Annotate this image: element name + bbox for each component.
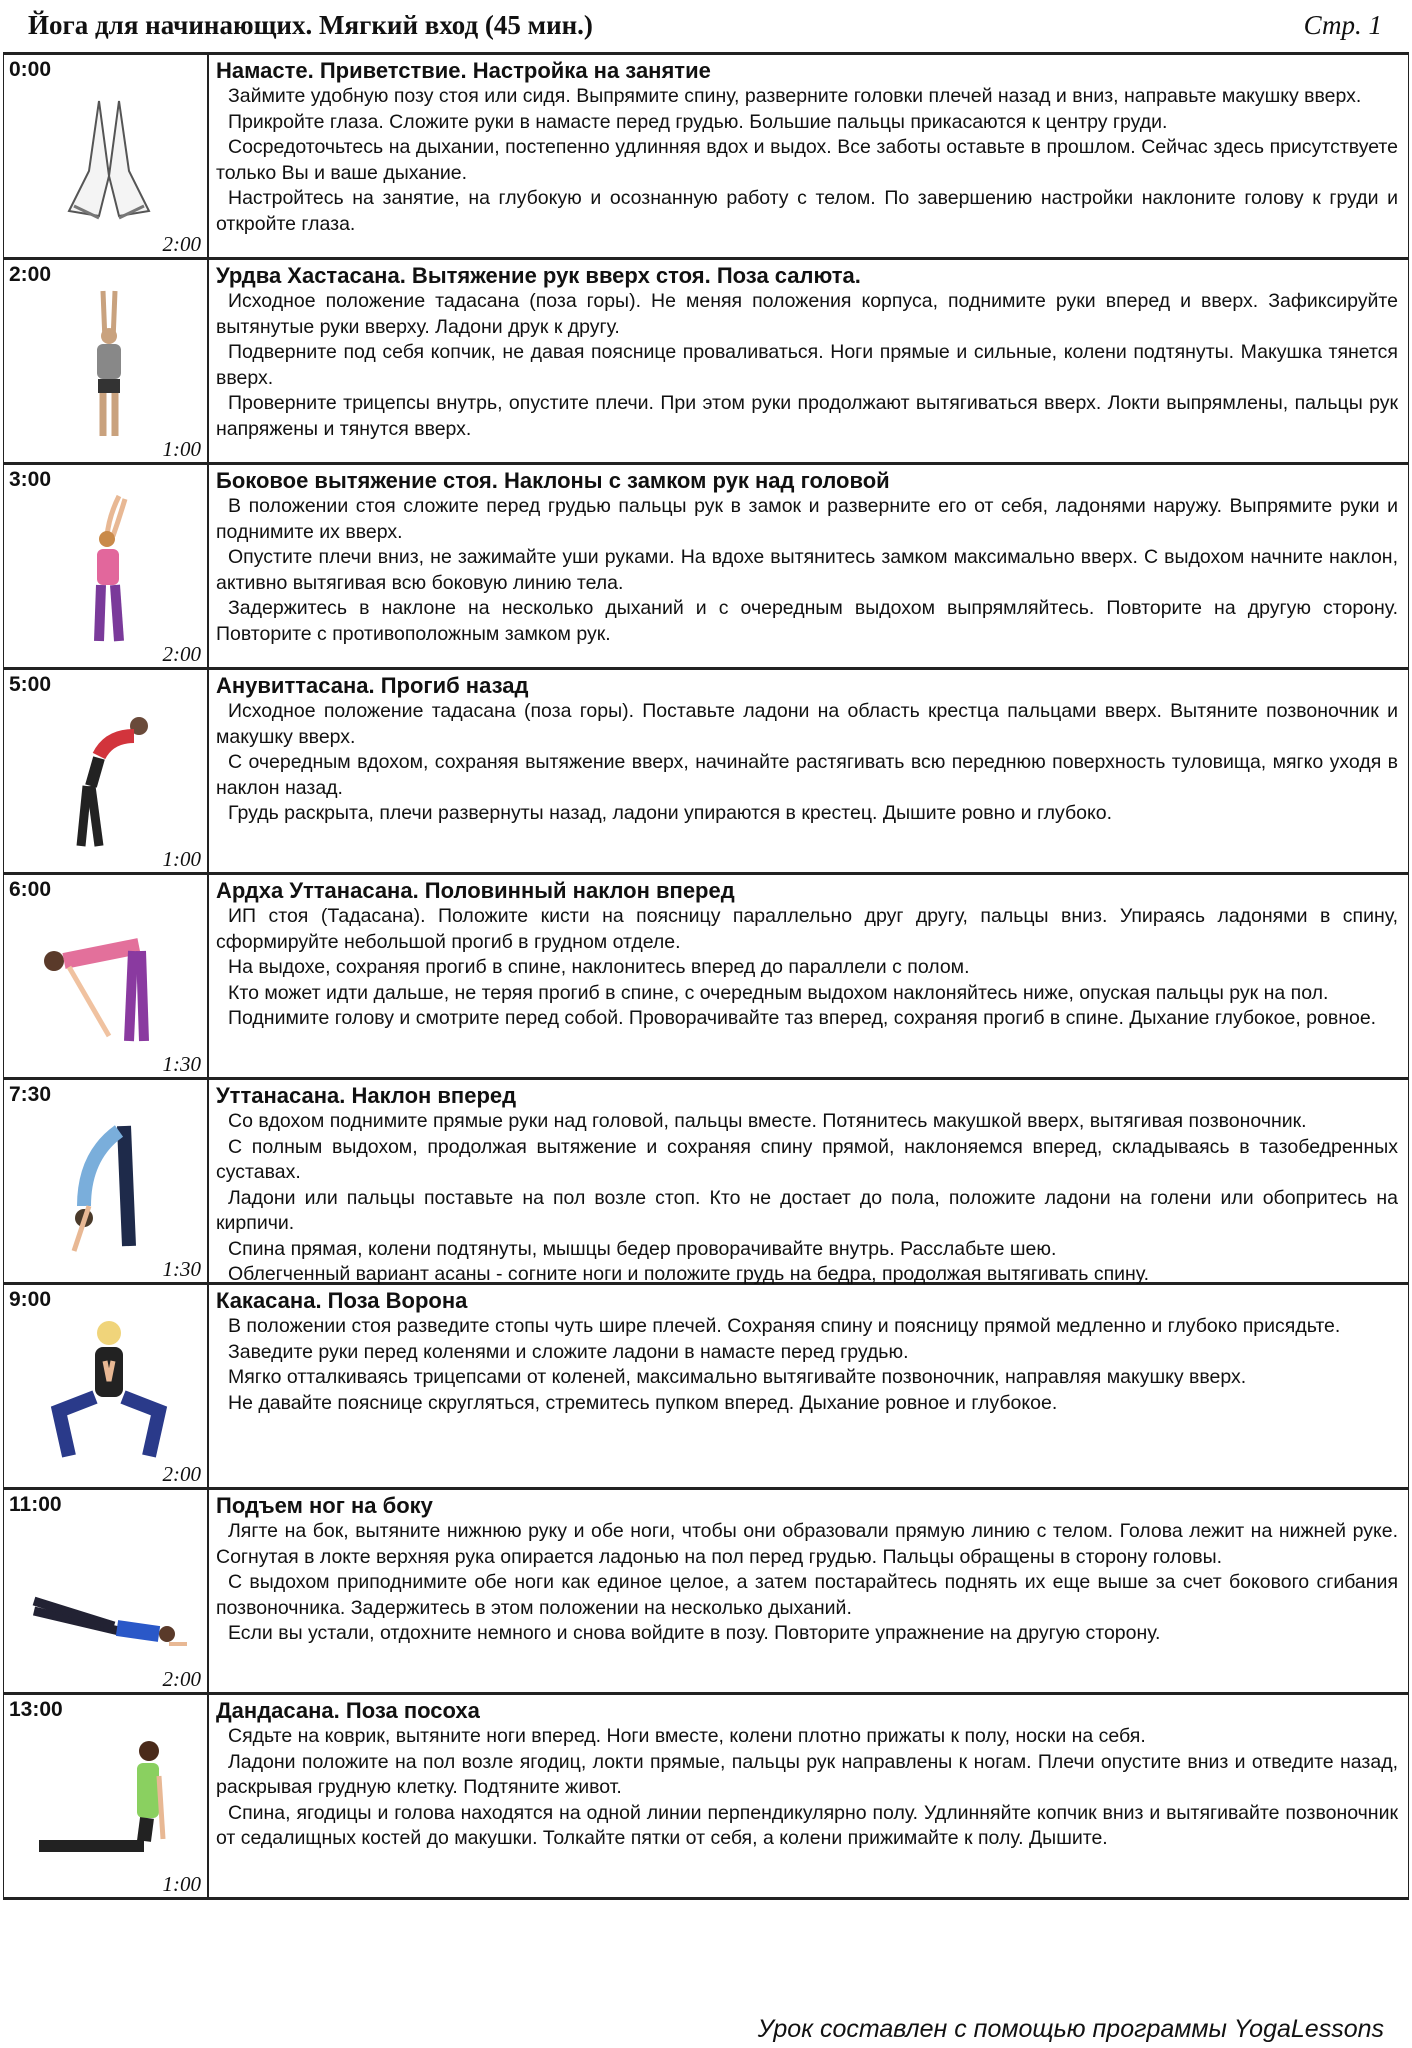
instruction-paragraph: Ладони или пальцы поставьте на пол возле стоп. Кто не достает до пола, положите ладони на голени или обопритесь на кирпичи. (216, 1186, 1398, 1234)
start-time: 2:00 (9, 263, 52, 286)
instruction-paragraph: Ладони положите на пол возле ягодиц, локти прямые, пальцы рук направлены к ногам. Плечи опустите вниз и отведите назад, раскрывая грудную клетку. Подтяните живот. (216, 1750, 1398, 1798)
duration: 1:00 (162, 437, 201, 461)
description-cell (216, 465, 1398, 647)
instruction-paragraph: Настройтесь на занятие, на глубокую и осознанную работу с телом. По завершению настройки наклоните голову к груди и откройте глаза. (216, 187, 1398, 235)
instruction-paragraph: ИП стоя (Тадасана). Положите кисти на поясницу параллельно друг другу, пальцы вниз. Упираясь ладонями в спину, сформируйте небольшой прогиб в грудном отделе. (216, 905, 1398, 953)
start-time: 9:00 (9, 1288, 52, 1311)
description-cell (216, 55, 1398, 237)
description-cell (216, 875, 1398, 1032)
staff-pose-icon (29, 1721, 189, 1881)
pose-cell (4, 670, 209, 872)
instruction-paragraph: Исходное положение тадасана (поза горы). Не меняя положения корпуса, поднимите руки вперед и вверх. Зафиксируйте вытянутые руки вверху. Ладони друк к другу. (216, 290, 1398, 338)
instruction-paragraph: Грудь раскрыта, плечи развернуты назад, ладони упираются в крестец. Дышите ровно и глубоко. (228, 802, 1113, 824)
instruction-paragraph: С полным выдохом, продолжая вытяжение и сохраняя спину прямой, наклоняемся вперед, складываясь в тазобедренных суставах. (216, 1135, 1398, 1183)
pose-cell (4, 1285, 209, 1487)
instruction-paragraph: Сядьте на коврик, вытяните ноги вперед. Ноги вместе, колени плотно прижаты к полу, носки на себя. (228, 1725, 1146, 1747)
duration: 1:00 (162, 847, 201, 871)
lesson-row (3, 465, 1409, 670)
instruction-paragraph: Не давайте пояснице скругляться, стремитесь пупком вперед. Дыхание ровное и глубокое. (228, 1391, 1058, 1414)
pose-heading: Дандасана. Поза посоха (216, 1698, 480, 1723)
namaste-hands-icon (29, 81, 189, 241)
instruction-paragraph: Кто может идти дальше, не теряя прогиб в спине, с очередным выдохом наклоняйтесь ниже, опуская пальцы рук на пол. (228, 981, 1329, 1004)
description-cell (216, 1695, 1398, 1852)
description-cell (216, 1080, 1398, 1288)
lesson-row (3, 1490, 1409, 1695)
duration: 2:00 (162, 642, 201, 666)
instruction-paragraph: Займите удобную позу стоя или сидя. Выпрямите спину, разверните головки плечей назад и вниз, направьте макушку вверх. (228, 85, 1362, 107)
side-leg-lift-pose-icon (29, 1516, 189, 1676)
lesson-row (3, 260, 1409, 465)
instruction-paragraph: Если вы устали, отдохните немного и снова войдите в позу. Повторите упражнение на другую сторону. (228, 1622, 1161, 1644)
instruction-paragraph: Со вдохом поднимите прямые руки над головой, пальцы вместе. Потянитесь макушкой вверх, вытягивая позвоночник. (228, 1110, 1307, 1132)
instruction-paragraph: В положении стоя сложите перед грудью пальцы рук в замок и разверните его от себя, ладонями наружу. Выпрямите руки и поднимите их вверх. (216, 495, 1398, 543)
pose-heading: Какасана. Поза Ворона (216, 1288, 468, 1313)
instruction-paragraph: Подверните под себя копчик, не давая пояснице проваливаться. Ноги прямые и сильные, колени подтянуты. Макушка тянется вверх. (216, 341, 1398, 389)
start-time: 3:00 (9, 468, 52, 491)
page-header (8, 0, 1404, 50)
side-stretch-pose-icon (29, 491, 189, 651)
instruction-paragraph: Опустите плечи вниз, не зажимайте уши руками. На вдохе вытянитесь замком максимально вверх. С выдохом начните наклон, активно вытягивая всю боковую линию тела. (216, 546, 1398, 594)
start-time: 13:00 (9, 1698, 63, 1721)
instruction-paragraph: Проверните трицепсы внутрь, опустите плечи. При этом руки продолжают вытягиваться вверх. Локти выпрямлены, пальцы рук напряжены и тянутся вверх. (216, 392, 1398, 440)
pose-cell (4, 1080, 209, 1282)
lesson-row (3, 1080, 1409, 1285)
lesson-row (3, 55, 1409, 260)
instruction-paragraph: Сосредоточьтесь на дыхании, постепенно удлинняя вдох и выдох. Все заботы оставьте в прошлом. Сейчас здесь присутствуете только Вы и ваше дыхание. (216, 136, 1398, 184)
instruction-paragraph: Спина прямая, колени подтянуты, мышцы бедер проворачивайте внутрь. Расслабьте шею. (228, 1237, 1057, 1260)
duration: 2:00 (162, 1462, 201, 1486)
pose-heading: Намасте. Приветствие. Настройка на занятие (216, 58, 711, 83)
lesson-row (3, 1285, 1409, 1490)
lesson-table (3, 52, 1409, 1900)
pose-heading: Уттанасана. Наклон вперед (216, 1083, 517, 1108)
instruction-paragraph: Лягте на бок, вытяните нижнюю руку и обе ноги, чтобы они образовали прямую линию с телом. Голова лежит на нижней руке. Согнутая в локте верхняя рука опирается ладонью на пол перед грудью. Пальцы обращены в сторону головы. (216, 1520, 1398, 1568)
instruction-paragraph: Спина, ягодицы и голова находятся на одной линии перпендикулярно полу. Удлинняйте копчик вниз и вытягивайте позвоночник от седалищных костей до макушки. Толкайте пятки от себя, а колени прижимайте к полу. Дышите. (216, 1801, 1398, 1849)
pose-cell (4, 1695, 209, 1897)
pose-heading: Подъем ног на боку (216, 1493, 433, 1518)
start-time: 11:00 (9, 1493, 62, 1516)
backbend-pose-icon (29, 696, 189, 856)
forward-fold-pose-icon (29, 1106, 189, 1266)
instruction-paragraph: Мягко отталкиваясь трицепсами от коленей, максимально вытягивайте позвоночник, направляя макушку вверх. (228, 1366, 1247, 1388)
half-forward-bend-icon (29, 901, 189, 1061)
instruction-paragraph: Исходное положение тадасана (поза горы). Поставьте ладони на область крестца пальцами вверх. Вытяните позвоночник и макушку вверх. (216, 700, 1398, 748)
start-time: 5:00 (9, 673, 52, 696)
duration: 2:00 (162, 232, 201, 256)
duration: 2:00 (162, 1667, 201, 1691)
lesson-row (3, 1695, 1409, 1900)
start-time: 0:00 (9, 58, 52, 81)
squat-namaste-pose-icon (29, 1311, 189, 1471)
duration: 1:00 (162, 1872, 201, 1896)
instruction-paragraph: Облегченный вариант асаны - согните ноги и положите грудь на бедра, продолжая вытягивать спину. (228, 1263, 1150, 1285)
duration: 1:30 (162, 1052, 201, 1076)
arms-up-pose-icon (29, 286, 189, 446)
start-time: 6:00 (9, 878, 52, 901)
description-cell (216, 670, 1398, 827)
description-cell (216, 1285, 1398, 1416)
instruction-paragraph: С выдохом приподнимите обе ноги как единое целое, а затем постарайтесь поднять их еще выше за счет бокового сгибания позвоночника. Задержитесь в этом положении на несколько дыханий. (216, 1571, 1398, 1619)
pose-heading: Анувиттасана. Прогиб назад (216, 673, 529, 698)
description-cell (216, 1490, 1398, 1647)
pose-cell (4, 875, 209, 1077)
instruction-paragraph: На выдохе, сохраняя прогиб в спине, наклонитесь вперед до параллели с полом. (228, 956, 970, 978)
pose-cell (4, 55, 209, 257)
footer-credit: Урок составлен с помощью программы YogaLessons (757, 2015, 1384, 2043)
pose-cell (4, 260, 209, 462)
pose-heading: Боковое вытяжение стоя. Наклоны с замком рук над головой (216, 468, 890, 493)
start-time: 7:30 (9, 1083, 52, 1106)
instruction-paragraph: Заведите руки перед коленями и сложите ладони в намасте перед грудью. (228, 1340, 909, 1363)
instruction-paragraph: Задержитесь в наклоне на несколько дыханий и с очередным выдохом выпрямляйтесь. Повторите на другую сторону. Повторите с противоположным замком рук. (216, 597, 1398, 645)
lesson-row (3, 875, 1409, 1080)
instruction-paragraph: Прикройте глаза. Сложите руки в намасте перед грудью. Большие пальцы прикасаются к центру груди. (228, 110, 1168, 133)
instruction-paragraph: Поднимите голову и смотрите перед собой. Проворачивайте таз вперед, сохраняя прогиб в спине. Дыхание глубокое, ровное. (228, 1007, 1377, 1029)
page-number: Стр. 1 (1303, 10, 1382, 40)
description-cell (216, 260, 1398, 442)
pose-cell (4, 465, 209, 667)
instruction-paragraph: С очередным вдохом, сохраняя вытяжение вверх, начинайте растягивать всю переднюю поверхность туловища, мягко уходя в наклон назад. (216, 751, 1398, 799)
page-title: Йога для начинающих. Мягкий вход (45 мин.) (28, 10, 593, 40)
pose-heading: Урдва Хастасана. Вытяжение рук вверх стоя. Поза салюта. (216, 263, 861, 288)
instruction-paragraph: В положении стоя разведите стопы чуть шире плечей. Сохраняя спину и поясницу прямой медленно и глубоко присядьте. (228, 1315, 1341, 1337)
duration: 1:30 (162, 1257, 201, 1281)
lesson-row (3, 670, 1409, 875)
pose-heading: Ардха Уттанасана. Половинный наклон вперед (216, 878, 735, 903)
pose-cell (4, 1490, 209, 1692)
